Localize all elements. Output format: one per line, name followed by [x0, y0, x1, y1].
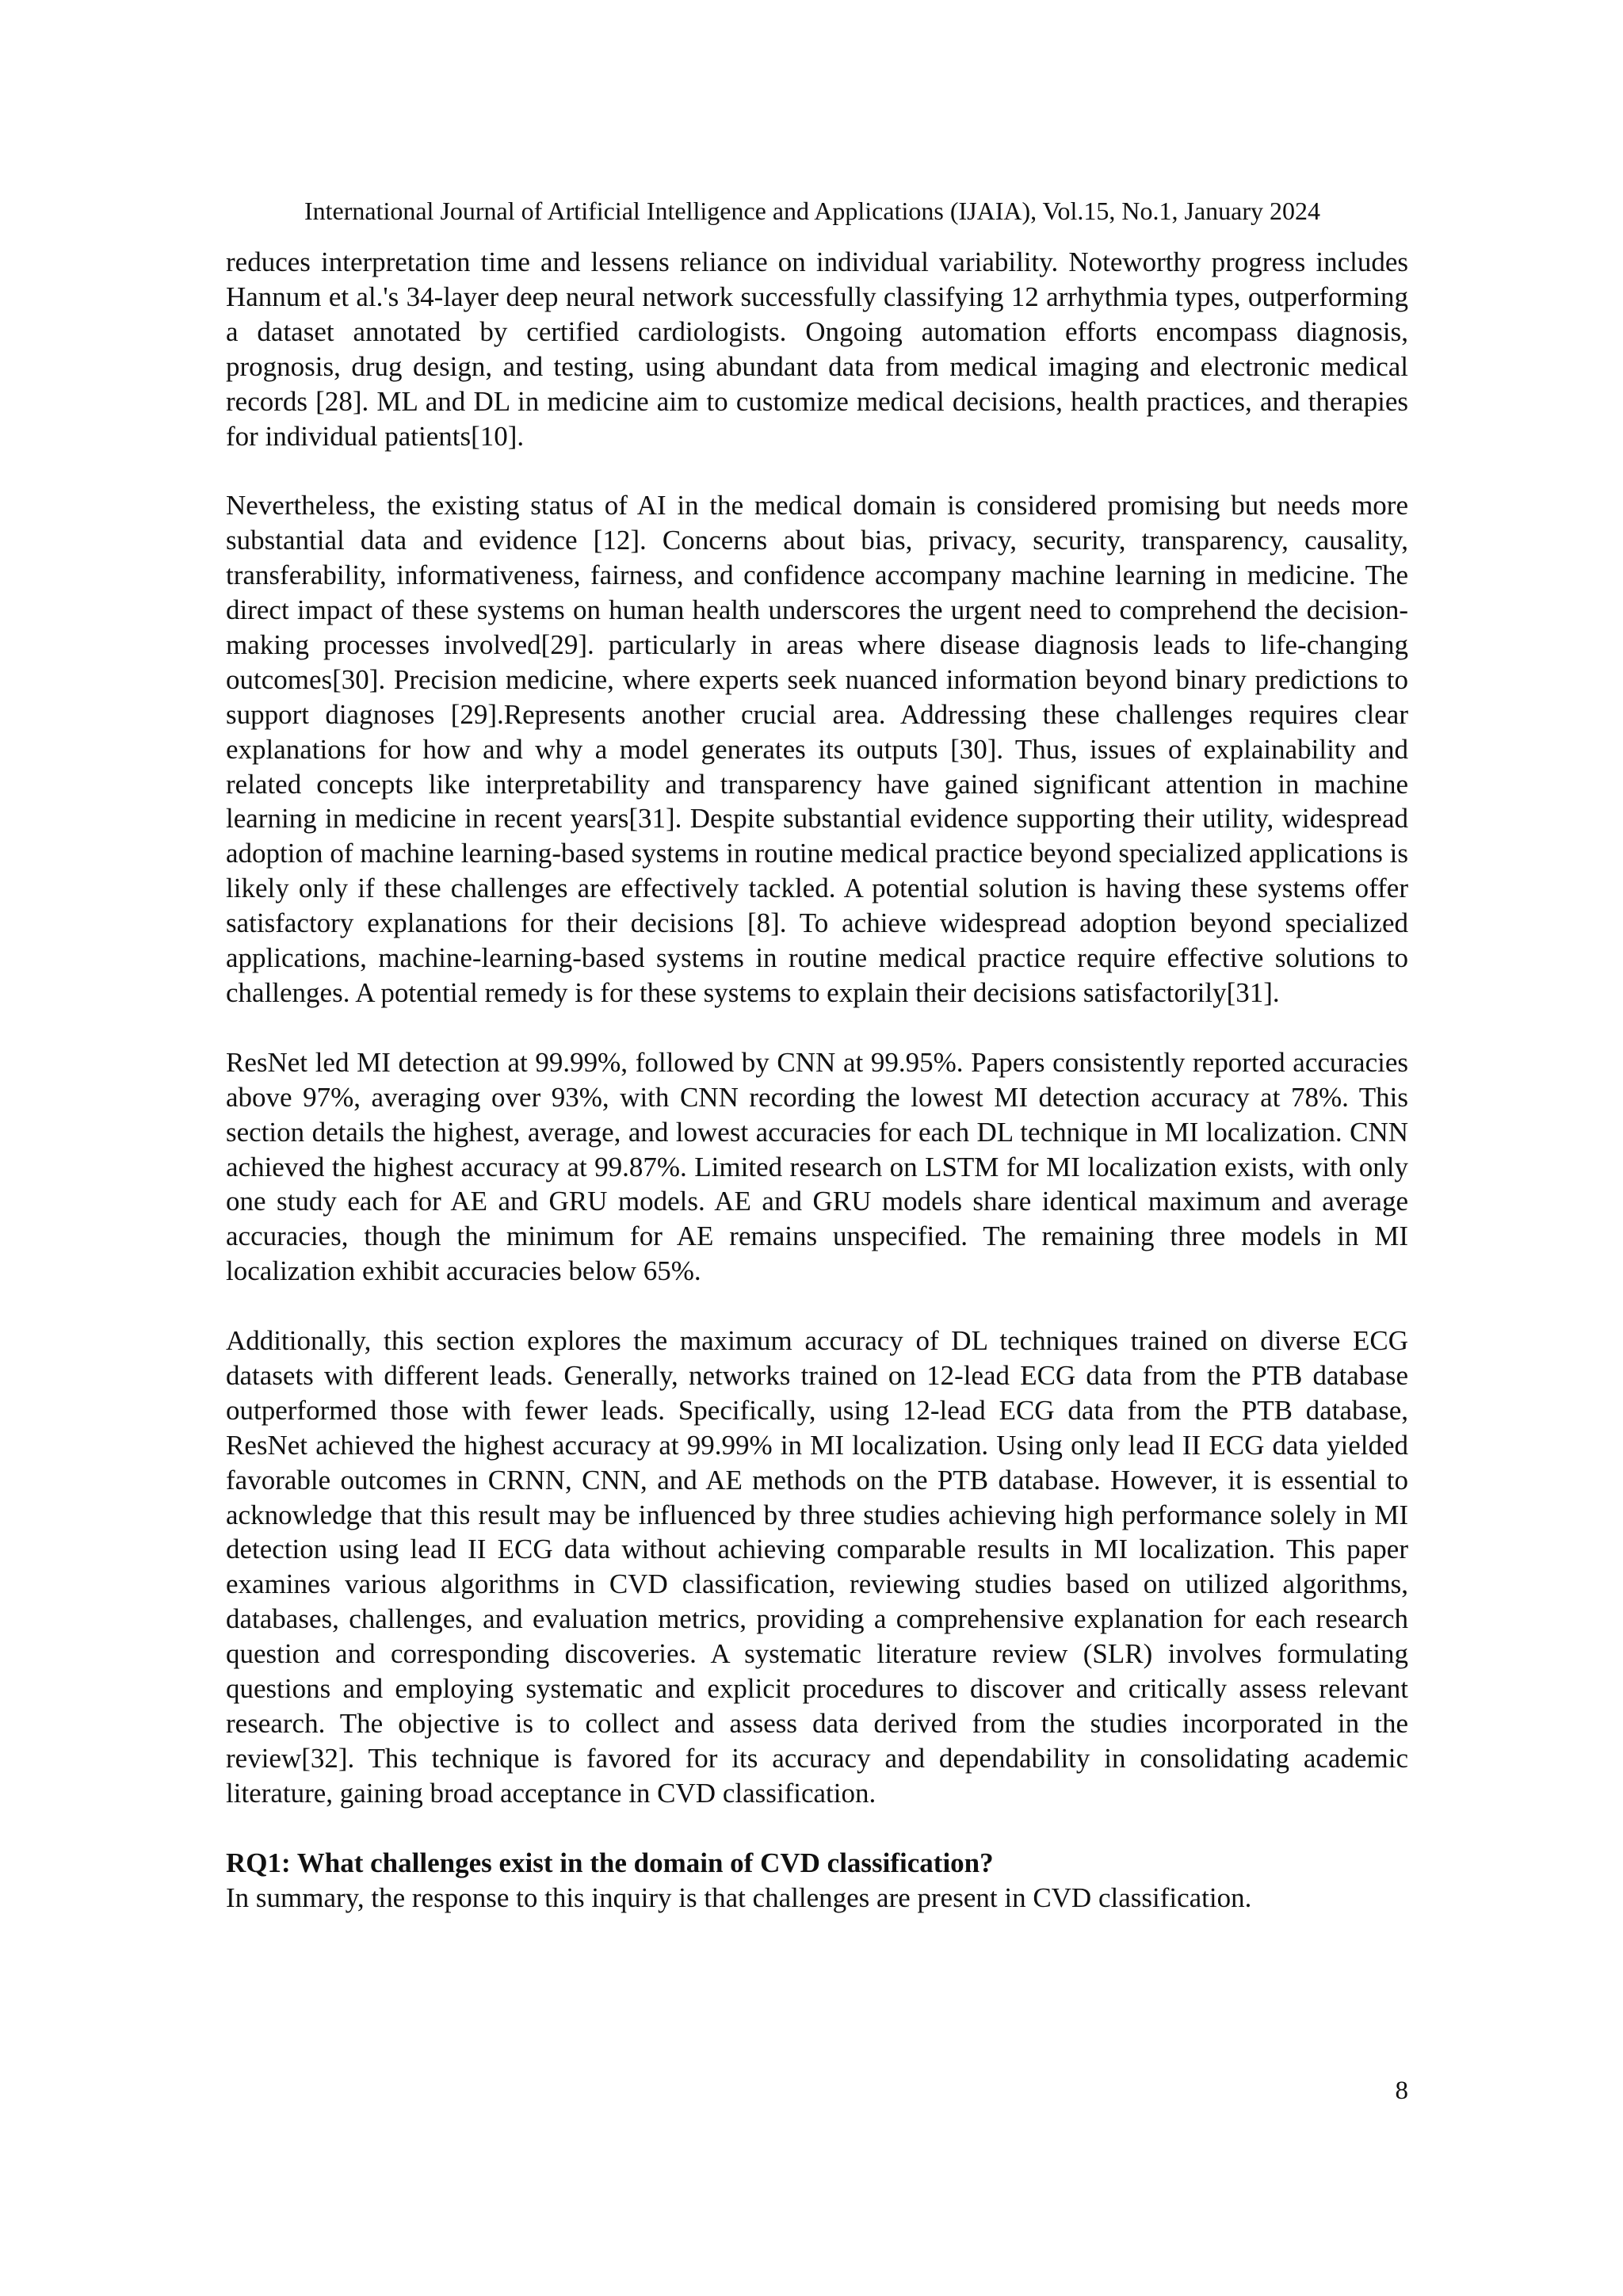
- body-paragraph: Nevertheless, the existing status of AI in the medical domain is considered promising but needs more substantial data and evidence [12]. Concerns about bias, privacy, security, transparency, causality, transferability, informativeness, fairness, and confidence accompany machine learning in medicine. The direct impact of these systems on human health underscores the urgent need to comprehend the decision-making processes involved[29]. particularly in areas where disease diagnosis leads to life-changing outcomes[30]. Precision medicine, where experts seek nuanced information beyond binary predictions to support diagnoses [29].Represents another crucial area. Addressing these challenges requires clear explanations for how and why a model generates its outputs [30]. Thus, issues of explainability and related concepts like interpretability and transparency have gained significant attention in machine learning in medicine in recent years[31]. Despite substantial evidence supporting their utility, widespread adoption of machine learning-based systems in routine medical practice beyond specialized applications is likely only if these challenges are effectively tackled. A potential solution is having these systems offer satisfactory explanations for their decisions [8]. To achieve widespread adoption beyond specialized applications, machine-learning-based systems in routine medical practice require effective solutions to challenges. A potential remedy is for these systems to explain their decisions satisfactorily[31].: [226, 490, 1408, 1009]
- page-body: [226, 245, 1408, 1915]
- body-paragraph: Additionally, this section explores the maximum accuracy of DL techniques trained on diverse ECG datasets with different leads. Generally, networks trained on 12-lead ECG data from the PTB database outperformed those with fewer leads. Specifically, using 12-lead ECG data from the PTB database, ResNet achieved the highest accuracy at 99.99% in MI localization. Using only lead II ECG data yielded favorable outcomes in CRNN, CNN, and AE methods on the PTB database. However, it is essential to acknowledge that this result may be influenced by three studies achieving high performance solely in MI detection using lead II ECG data without achieving comparable results in MI localization. This paper examines various algorithms in CVD classification, reviewing studies based on utilized algorithms, databases, challenges, and evaluation metrics, providing a comprehensive explanation for each research question and corresponding discoveries. A systematic literature review (SLR) involves formulating questions and employing systematic and explicit procedures to discover and critically assess relevant research. The objective is to collect and assess data derived from the studies incorporated in the review[32]. This technique is favored for its accuracy and dependability in consolidating academic literature, gaining broad acceptance in CVD classification.: [226, 1325, 1408, 1809]
- body-paragraph: reduces interpretation time and lessens reliance on individual variability. Noteworthy progress includes Hannum et al.'s 34-layer deep neural network successfully classifying 12 arrhythmia types, outperforming a dataset annotated by certified cardiologists. Ongoing automation efforts encompass diagnosis, prognosis, drug design, and testing, using abundant data from medical imaging and electronic medical records [28]. ML and DL in medicine aim to customize medical decisions, health practices, and therapies for individual patients[10].: [226, 246, 1408, 452]
- rq1-heading: RQ1: What challenges exist in the domain of CVD classification?: [226, 1847, 994, 1878]
- page-number: 8: [1395, 2076, 1408, 2105]
- body-paragraph: ResNet led MI detection at 99.99%, followed by CNN at 99.95%. Papers consistently reported accuracies above 97%, averaging over 93%, with CNN recording the lowest MI detection accuracy at 78%. This section details the highest, average, and lowest accuracies for each DL technique in MI localization. CNN achieved the highest accuracy at 99.87%. Limited research on LSTM for MI localization exists, with only one study each for AE and GRU models. AE and GRU models share identical maximum and average accuracies, though the minimum for AE remains unspecified. The remaining three models in MI localization exhibit accuracies below 65%.: [226, 1046, 1408, 1287]
- running-header: International Journal of Artificial Intelligence and Applications (IJAIA), Vol.15, No.1, January 2024: [304, 197, 1321, 225]
- rq1-answer: In summary, the response to this inquiry is that challenges are present in CVD classification.: [226, 1881, 1252, 1913]
